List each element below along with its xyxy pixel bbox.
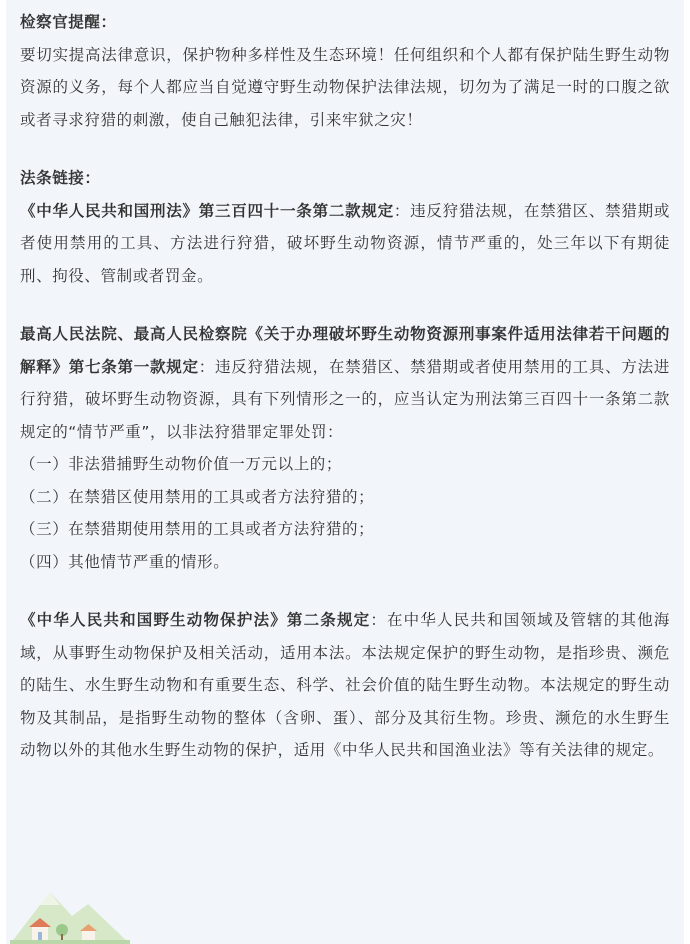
criminal-law-text: ：违反狩猎法规，在禁猎区、禁猎期或者使用禁用的工具、方法进行狩猎，破坏野生动物资源，情节严重的，处三年以下有期徒刑、拘役、管制或者罚金。 [20, 201, 671, 285]
mountain-peak-shape [40, 892, 60, 905]
wildlife-law-text: ：在中华人民共和国领域及管辖的其他海域，从事野生动物保护及相关活动，适用本法。本法规定保护的野生动物，是指珍贵、濒危的陆生、水生野生动物和有重要生态、科学、社会价值的陆生野生动物。本法规定的野生动物及其制品，是指野生动物的整体（含卵、蛋）、部分及其衍生物。珍贵、濒危的水生野生动物以外的其他水生野生动物的保护，适用《中华人民共和国渔业法》等有关法律的规定。 [20, 611, 670, 759]
prosecutor-reminder-section [20, 6, 670, 136]
house-door [38, 932, 42, 940]
ground-strip [10, 940, 130, 944]
law-links-section [20, 162, 670, 292]
article-content [20, 6, 670, 793]
law-links-heading: 法条链接： [20, 169, 101, 187]
wildlife-law-title: 《中华人民共和国野生动物保护法》第二条规定 [20, 611, 371, 629]
list-item: （四）其他情节严重的情形。 [20, 552, 230, 571]
interpretation-text: ：违反狩猎法规，在禁猎区、禁猎期或者使用禁用的工具、方法进行狩猎，破坏野生动物资源，具有下列情形之一的，应当认定为刑法第三百四十一条第二款规定的“情节严重”，以非法狩猎罪定罪处罚： [20, 357, 670, 441]
tree-trunk [61, 934, 63, 941]
mountain-village-illustration [10, 874, 130, 944]
wildlife-law-section [20, 604, 670, 767]
mountain-shape [10, 892, 130, 944]
criminal-law-paragraph [20, 195, 670, 293]
interpretation-paragraph [20, 318, 670, 448]
list-item: （三）在禁猎期使用禁用的工具或者方法狩猎的； [20, 520, 375, 538]
criminal-law-title: 《中华人民共和国刑法》第三百四十一条第二款规定 [20, 201, 394, 220]
reminder-body: 要切实提高法律意识，保护物种多样性及生态环境！任何组织和个人都有保护陆生野生动物资源的义务，每个人都应当自觉遵守野生动物保护法律法规，切勿为了满足一时的口腹之欲或者寻求狩猎的刺激，使自己触犯法律，引来牢狱之灾！ [20, 45, 670, 129]
list-item: （一）非法猎捕野生动物价值一万元以上的； [20, 455, 343, 473]
house-wall-2 [82, 930, 95, 940]
interpretation-section [20, 318, 670, 578]
wildlife-law-paragraph [20, 604, 670, 767]
list-item: （二）在禁猎区使用禁用的工具或者方法狩猎的； [20, 487, 375, 506]
reminder-heading: 检察官提醒： [20, 13, 117, 31]
interpretation-title: 最高人民法院、最高人民检察院《关于办理破坏野生动物资源刑事案件适用法律若干问题的解释》第七条第一款规定 [20, 325, 670, 376]
